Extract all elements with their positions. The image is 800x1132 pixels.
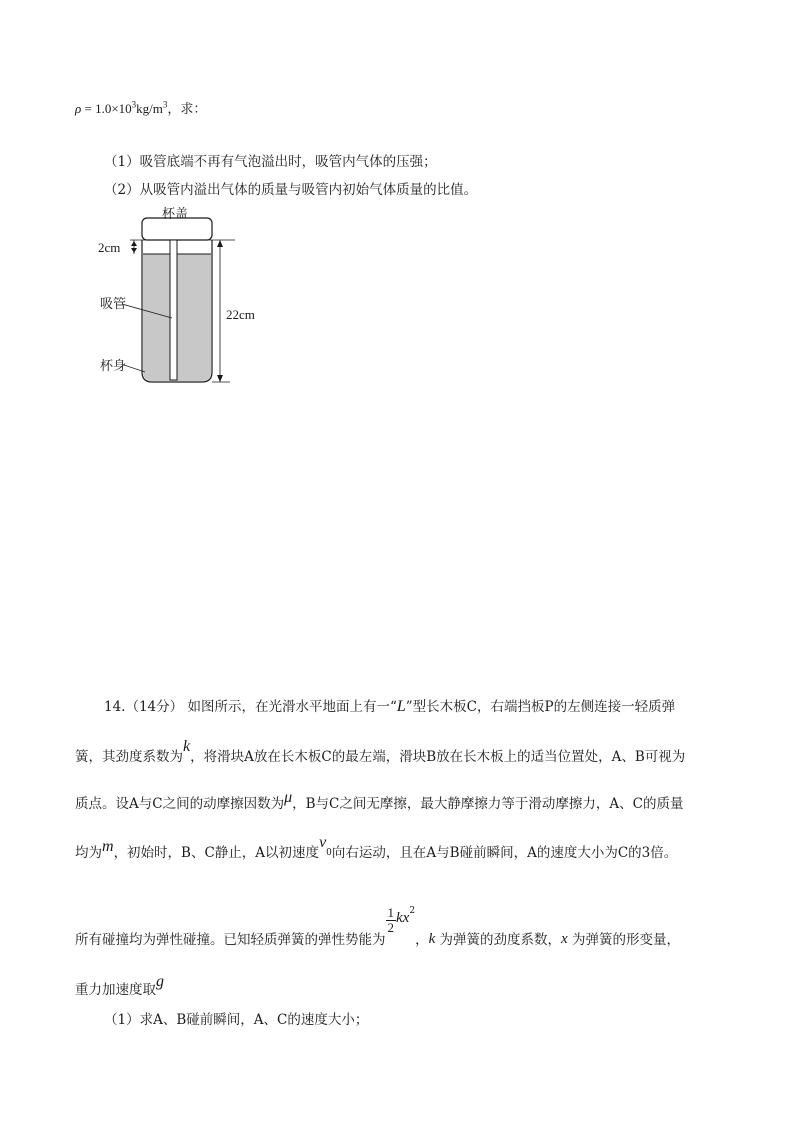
- density-exponent: 3: [131, 99, 137, 110]
- question-1: （1）吸管底端不再有气泡溢出时，吸管内气体的压强；: [104, 154, 437, 170]
- density-tail: ，求：: [167, 102, 207, 117]
- density-unit: kg/m: [136, 101, 163, 116]
- problem-14-line-6: 重力加速度取g: [75, 973, 164, 998]
- rho-symbol: ρ: [75, 101, 82, 116]
- problem-14-line-1: 14.（14分） 如图所示，在光滑水平地面上有一“L”型长木板C，右端挡板P的左侧连接一轻质弹: [104, 698, 676, 715]
- g-symbol: g: [156, 973, 164, 990]
- k-symbol-2: k: [428, 931, 436, 947]
- mu-symbol: μ: [284, 789, 293, 806]
- straw: [170, 240, 177, 380]
- kx-term: kx: [396, 910, 410, 926]
- v-symbol: v: [319, 834, 327, 851]
- sub-question-1: （1）求A、B碰前瞬间，A、C的速度大小；: [104, 1012, 369, 1028]
- problem-14-line-4: 均为m，初始时，B、C静止，A以初速度$v_0$向右运动，且在A与B碰前瞬间，A的速度大小为C的3倍。: [75, 834, 678, 861]
- gap-label: 2cm: [98, 240, 121, 255]
- problem-14-line-3: 质点。设A与C之间的动摩擦因数为μ，B与C之间无摩擦，最大静摩擦力等于滑动摩擦力，A、C的质量: [75, 789, 684, 812]
- m-symbol: m: [102, 838, 114, 855]
- height-label: 22cm: [226, 307, 255, 322]
- x-symbol: x: [561, 931, 568, 947]
- k-symbol: k: [183, 738, 191, 755]
- density-unit-exponent: 3: [162, 99, 168, 110]
- L-symbol: L: [396, 698, 406, 715]
- density-statement: [75, 98, 206, 117]
- question-2: （2）从吸管内溢出气体的质量与吸管内初始气体质量的比值。: [104, 182, 478, 198]
- density-value: = 1.0×10: [81, 101, 132, 116]
- cup-label: 杯身: [100, 359, 127, 374]
- fraction-one-half: $\frac{1}{2}$: [387, 905, 394, 935]
- v-subscript: 0: [326, 847, 332, 858]
- lid-label: 杯盖: [162, 207, 189, 222]
- problem-14-line-5: 所有碰撞均为弹性碰撞。已知轻质弹簧的弹性势能为 $\frac{1}{2}$ $kx^2$，k 为弹簧的劲度系数，x 为弹簧的形变量，: [75, 905, 680, 948]
- straw-label: 吸管: [100, 297, 127, 312]
- kx-exponent: 2: [409, 905, 416, 916]
- problem-14-line-2: 簧，其劲度系数为k，将滑块A放在长木板C的最左端，滑块B放在长木板上的适当位置处，A、B可视为: [75, 738, 686, 765]
